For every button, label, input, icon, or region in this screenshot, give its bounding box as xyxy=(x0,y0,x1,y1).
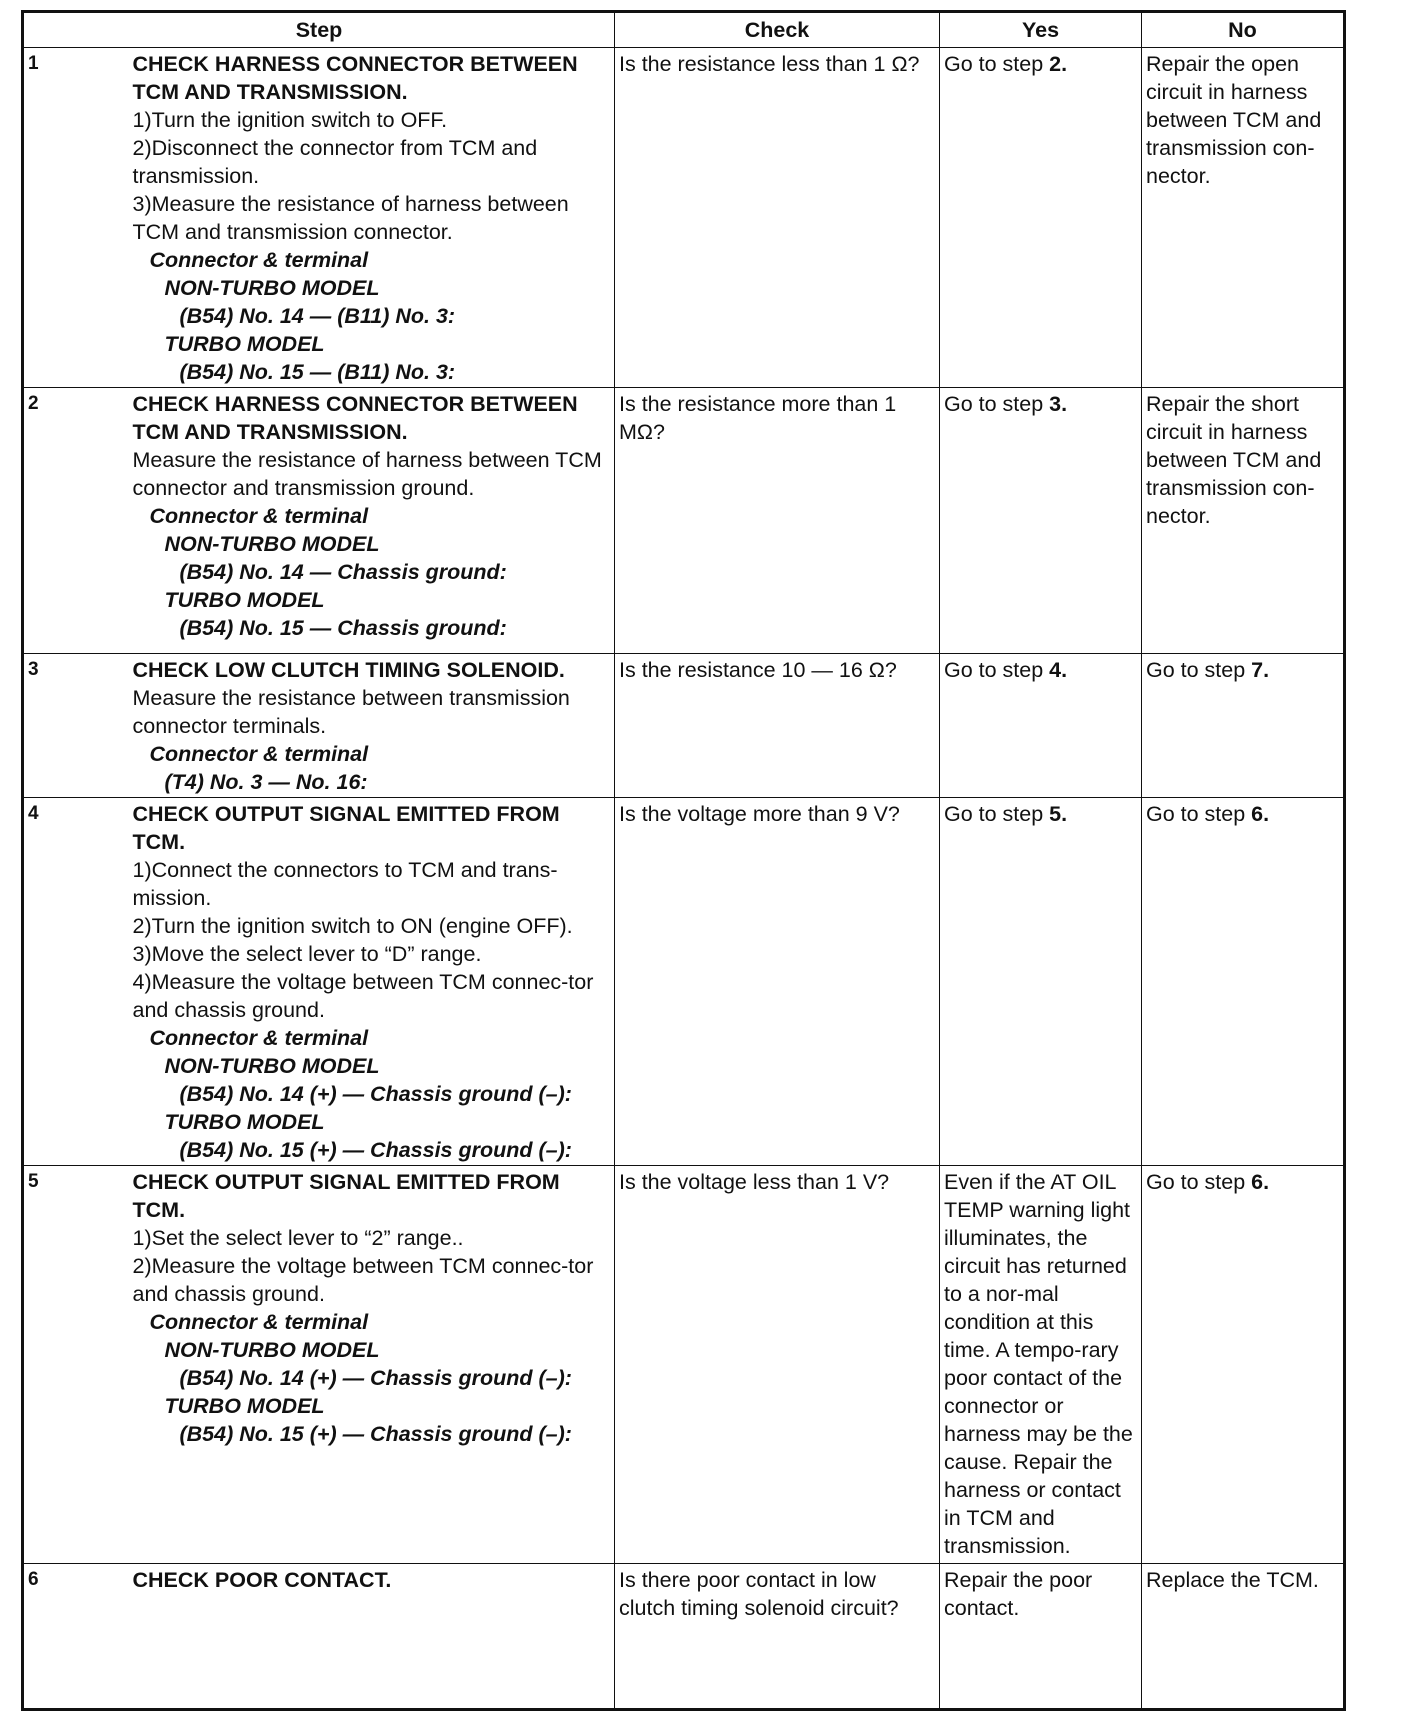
step-instruction: 1)Set the select lever to “2” range.. xyxy=(132,1226,464,1250)
no-step: 6. xyxy=(1251,1170,1270,1194)
no-cell xyxy=(1142,798,1345,1166)
step-title: CHECK HARNESS CONNECTOR BETWEEN TCM AND TRANSMISSION. xyxy=(132,52,578,104)
header-step: Step xyxy=(23,12,615,48)
step-instruction: 2)Disconnect the connector from TCM and transmission. xyxy=(132,136,538,188)
check-cell: Is there poor contact in low clutch timing solenoid circuit? xyxy=(615,1564,940,1710)
connector-terminal-label: Connector & terminal xyxy=(149,1310,369,1334)
no-cell xyxy=(1142,654,1345,798)
model-label: TURBO MODEL xyxy=(164,1394,325,1418)
terminal-spec: (B54) No. 14 (+) — Chassis ground (–): xyxy=(179,1366,572,1390)
model-label: TURBO MODEL xyxy=(164,332,325,356)
step-cell xyxy=(129,48,615,388)
step-number: 5 xyxy=(23,1166,129,1564)
terminal-spec: (B54) No. 15 — (B11) No. 3: xyxy=(179,360,456,384)
table-row xyxy=(23,48,1345,388)
terminal-spec: (B54) No. 15 (+) — Chassis ground (–): xyxy=(179,1422,572,1446)
step-instruction: 1)Connect the connectors to TCM and trans-mission. xyxy=(132,858,558,910)
connector-terminal-label: Connector & terminal xyxy=(149,248,369,272)
step-title: CHECK OUTPUT SIGNAL EMITTED FROM TCM. xyxy=(132,802,560,854)
yes-cell xyxy=(940,48,1142,388)
yes-text: Go to step xyxy=(944,392,1050,416)
check-cell: Is the resistance more than 1 MΩ? xyxy=(615,388,940,654)
yes-cell: Repair the poor contact. xyxy=(940,1564,1142,1710)
no-text: Go to step xyxy=(1146,1170,1252,1194)
step-number: 3 xyxy=(23,654,129,798)
model-label: TURBO MODEL xyxy=(164,588,325,612)
no-step: 7. xyxy=(1251,658,1270,682)
step-cell xyxy=(129,654,615,798)
step-instruction: 2)Turn the ignition switch to ON (engine OFF). xyxy=(132,914,573,938)
step-cell xyxy=(129,1564,615,1710)
yes-cell xyxy=(940,798,1142,1166)
step-number: 2 xyxy=(23,388,129,654)
step-title: CHECK OUTPUT SIGNAL EMITTED FROM TCM. xyxy=(132,1170,560,1222)
table-row xyxy=(23,654,1345,798)
header-yes: Yes xyxy=(940,12,1142,48)
step-number: 1 xyxy=(23,48,129,388)
terminal-spec: (B54) No. 14 — (B11) No. 3: xyxy=(179,304,456,328)
model-label: NON-TURBO MODEL xyxy=(164,1054,380,1078)
check-cell: Is the resistance 10 — 16 Ω? xyxy=(615,654,940,798)
yes-cell xyxy=(940,388,1142,654)
step-cell xyxy=(129,1166,615,1564)
connector-terminal-label: Connector & terminal xyxy=(149,504,369,528)
connector-terminal-label: Connector & terminal xyxy=(149,742,369,766)
yes-cell xyxy=(940,654,1142,798)
yes-text: Go to step xyxy=(944,802,1050,826)
step-instruction: Measure the resistance of harness between TCM connector and transmission ground. xyxy=(132,448,602,500)
step-instruction: 4)Measure the voltage between TCM connec-tor and chassis ground. xyxy=(132,970,594,1022)
troubleshooting-table-wrapper xyxy=(21,10,1343,1711)
step-title: CHECK POOR CONTACT. xyxy=(132,1568,392,1592)
table-row xyxy=(23,1564,1345,1710)
step-instruction: 2)Measure the voltage between TCM connec-tor and chassis ground. xyxy=(132,1254,594,1306)
model-label: TURBO MODEL xyxy=(164,1110,325,1134)
terminal-spec: (B54) No. 15 — Chassis ground: xyxy=(179,616,507,640)
no-text: Go to step xyxy=(1146,802,1252,826)
model-label: NON-TURBO MODEL xyxy=(164,276,380,300)
step-title: CHECK LOW CLUTCH TIMING SOLENOID. xyxy=(132,658,565,682)
terminal-spec: (B54) No. 14 (+) — Chassis ground (–): xyxy=(179,1082,572,1106)
yes-text: Go to step xyxy=(944,658,1050,682)
terminal-spec: (T4) No. 3 — No. 16: xyxy=(164,770,368,794)
yes-cell: Even if the AT OIL TEMP warning light illuminates, the circuit has returned to a nor-mal condition at this time. A tempo-rary poor contact of the connector or harness may be the cause. Repair the harness or contact in TCM and transmission. xyxy=(940,1166,1142,1564)
model-label: NON-TURBO MODEL xyxy=(164,1338,380,1362)
connector-terminal-label: Connector & terminal xyxy=(149,1026,369,1050)
table-row xyxy=(23,1166,1345,1564)
terminal-spec: (B54) No. 14 — Chassis ground: xyxy=(179,560,507,584)
check-cell: Is the resistance less than 1 Ω? xyxy=(615,48,940,388)
check-cell: Is the voltage less than 1 V? xyxy=(615,1166,940,1564)
table-row xyxy=(23,388,1345,654)
no-cell: Repair the open circuit in harness between TCM and transmission con-nector. xyxy=(1142,48,1345,388)
step-instruction: 3)Measure the resistance of harness between TCM and transmission connector. xyxy=(132,192,569,244)
step-cell xyxy=(129,388,615,654)
model-label: NON-TURBO MODEL xyxy=(164,532,380,556)
no-cell: Replace the TCM. xyxy=(1142,1564,1345,1710)
yes-step: 3. xyxy=(1049,392,1068,416)
troubleshooting-table xyxy=(21,10,1346,1711)
header-check: Check xyxy=(615,12,940,48)
step-title: CHECK HARNESS CONNECTOR BETWEEN TCM AND TRANSMISSION. xyxy=(132,392,578,444)
no-cell xyxy=(1142,1166,1345,1564)
step-number: 4 xyxy=(23,798,129,1166)
yes-step: 5. xyxy=(1049,802,1068,826)
step-instruction: 3)Move the select lever to “D” range. xyxy=(132,942,482,966)
step-instruction: 1)Turn the ignition switch to OFF. xyxy=(132,108,448,132)
yes-text: Go to step xyxy=(944,52,1050,76)
yes-step: 2. xyxy=(1049,52,1068,76)
yes-step: 4. xyxy=(1049,658,1068,682)
step-instruction: Measure the resistance between transmission connector terminals. xyxy=(132,686,570,738)
terminal-spec: (B54) No. 15 (+) — Chassis ground (–): xyxy=(179,1138,572,1162)
no-text: Go to step xyxy=(1146,658,1252,682)
no-cell: Repair the short circuit in harness between TCM and transmission con-nector. xyxy=(1142,388,1345,654)
check-cell: Is the voltage more than 9 V? xyxy=(615,798,940,1166)
header-no: No xyxy=(1142,12,1345,48)
no-step: 6. xyxy=(1251,802,1270,826)
header-row xyxy=(23,12,1345,48)
step-cell xyxy=(129,798,615,1166)
table-row xyxy=(23,798,1345,1166)
step-number: 6 xyxy=(23,1564,129,1710)
